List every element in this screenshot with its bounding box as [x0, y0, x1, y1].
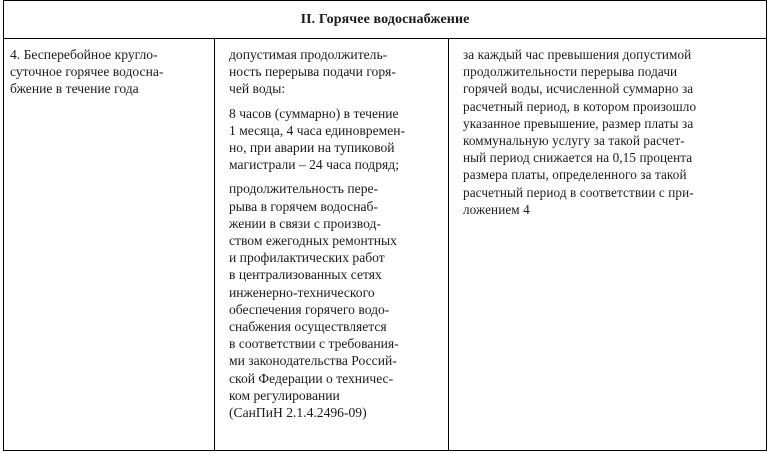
section-header-row: [4, 1, 766, 39]
allowed-interruption-repairs: продолжительность пере- рыва в горячем водоснаб- жении в связи с производ- ством ежегодных ремонтных и профилактических работ в централизованных сетях инженерно-технического обеспечения горячего водо- снабжения осуществляется в соответствии с требования- ми законодательства Россий- ской Федерации о техничес- ком регулировании (СанПиН 2.1.4.2496-09): [229, 181, 399, 421]
allowed-interruption-cell: [215, 39, 448, 421]
service-cell: [4, 39, 214, 98]
service-description: 4. Бесперебойное кругло- суточное горячее водосна- бжение в течение года: [10, 47, 164, 97]
section-title: II. Горячее водоснабжение: [300, 11, 470, 27]
allowed-interruption-intro: допустимая продолжитель- ность перерыва подачи горя- чей воды:: [229, 47, 396, 97]
service-quality-table: [3, 0, 767, 451]
payment-rule-text: за каждый час превышения допустимой продолжительности перерыва подачи горячей воды, исчисленной суммарно за расчетный период, в котором произошло указанное превышение, размер платы за коммунальную услугу за такой расчет- ный период снижается на 0,15 процента размера платы, определенного за такой расчетный период в соответствии с при- ложением 4: [463, 47, 697, 217]
allowed-interruption-hours: 8 часов (суммарно) в течение 1 месяца, 4 часа единовремен- но, при аварии на тупиковой магистрали – 24 часа подряд;: [229, 105, 406, 173]
payment-rule-cell: [449, 39, 766, 218]
